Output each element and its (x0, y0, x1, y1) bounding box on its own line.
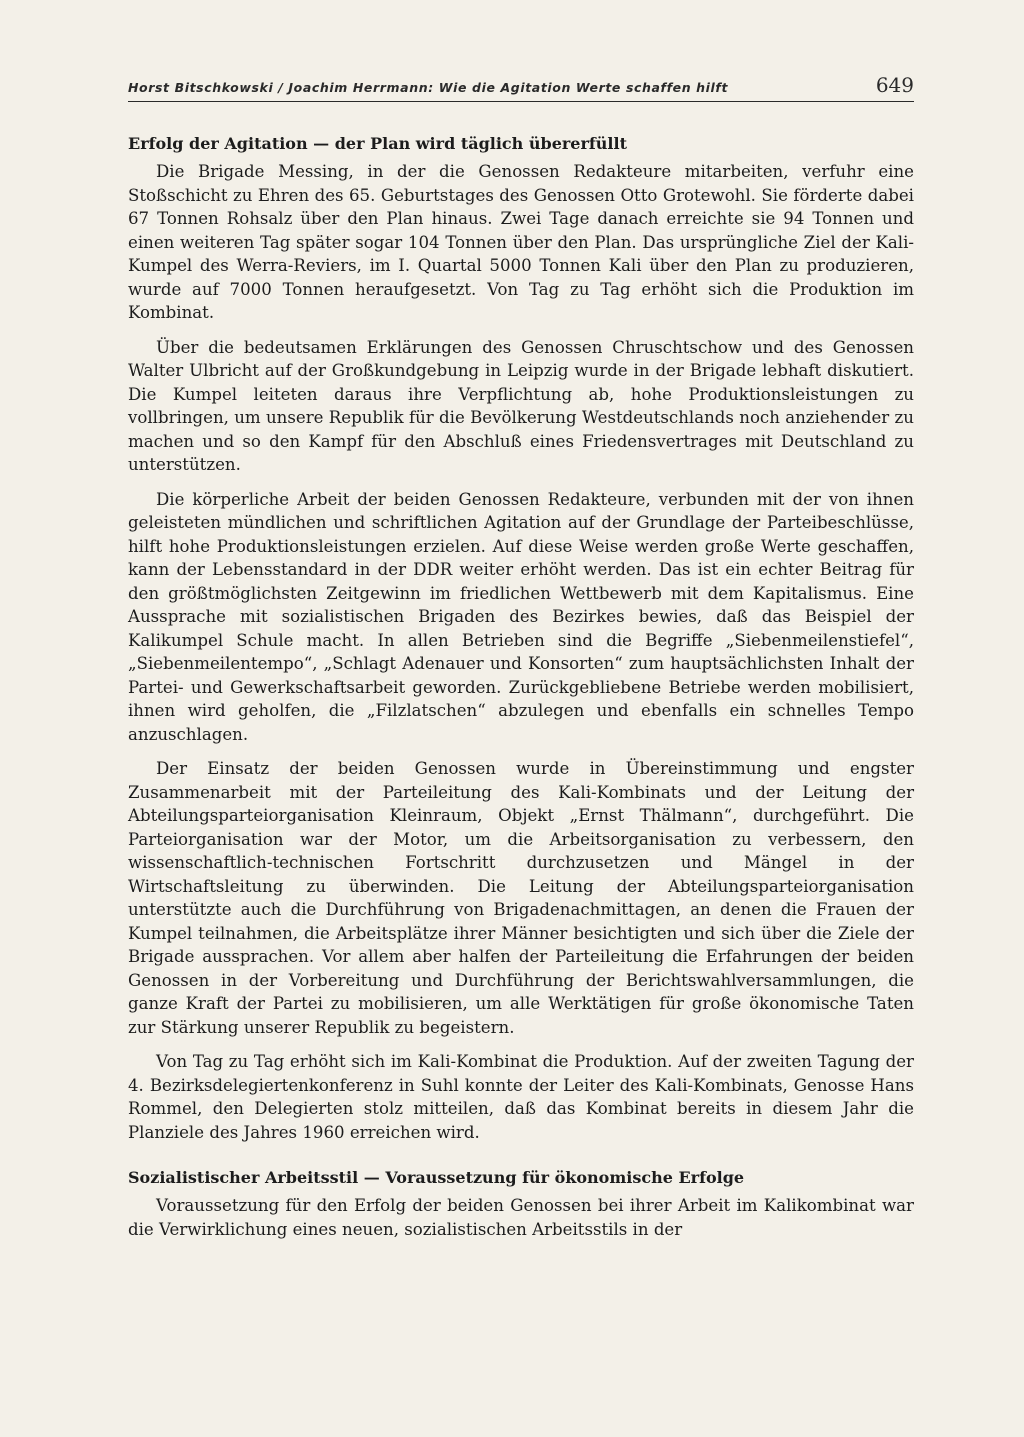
paragraph: Von Tag zu Tag erhöht sich im Kali-Kombinat die Produktion. Auf der zweiten Tagung der 4. Bezirksdelegiertenkonferenz in Suhl konnte der Leiter des Kali-Kombinats, Genosse Hans Rommel, den Delegierten stolz mitteilen, daß das Kombinat bereits in diesem Jahr die Planziele des Jahres 1960 erreichen wird. (128, 1052, 914, 1142)
paragraph: Die körperliche Arbeit der beiden Genossen Redakteure, verbunden mit der von ihnen geleisteten mündlichen und schriftlichen Agitation auf der Grundlage der Parteibeschlüsse, hilft hohe Produktionsleistungen erzielen. Auf diese Weise werden große Werte geschaffen, kann der Lebensstandard in der DDR weiter erhöht werden. Das ist ein echter Beitrag für den größtmöglichsten Zeitgewinn im friedlichen Wettbewerb mit dem Kapitalismus. Eine Aussprache mit sozialistischen Brigaden des Bezirkes bewies, daß das Beispiel der Kalikumpel Schule macht. In allen Betrieben sind die Begriffe „Siebenmeilenstiefel“, „Siebenmeilentempo“, „Schlagt Adenauer und Konsorten“ zum hauptsächlichsten Inhalt der Partei- und Gewerkschaftsarbeit geworden. Zurückgebliebene Betriebe werden mobilisiert, ihnen wird geholfen, die „Filzlatschen“ abzulegen und ebenfalls ein schnelles Tempo anzuschlagen. (128, 489, 914, 744)
paragraph: Über die bedeutsamen Erklärungen des Genossen Chruschtschow und des Genossen Walter Ulbricht auf der Großkundgebung in Leipzig wurde in der Brigade lebhaft diskutiert. Die Kumpel leiteten daraus ihre Verpflichtung ab, hohe Produktionsleistungen zu vollbringen, um unsere Republik für die Bevölkerung Westdeutschlands noch anziehender zu machen und so den Kampf für den Abschluß eines Friedensvertrages mit Deutschland zu unterstützen. (128, 337, 914, 474)
paragraph: Voraussetzung für den Erfolg der beiden Genossen bei ihrer Arbeit im Kalikombinat war die Verwirklichung eines neuen, sozialistischen Arbeitsstils in der (128, 1196, 914, 1239)
section-heading-arbeitsstil: Sozialistischer Arbeitsstil — Voraussetzung für ökonomische Erfolge (128, 1168, 745, 1187)
section-heading-agitation: Erfolg der Agitation — der Plan wird täglich übererfüllt (128, 134, 627, 153)
running-header (128, 70, 914, 102)
page-number: 649 (875, 73, 914, 97)
paragraph: Der Einsatz der beiden Genossen wurde in Übereinstimmung und engster Zusammenarbeit mit der Parteileitung des Kali-Kombinats und der Leitung der Abteilungsparteiorganisation Kleinraum, Objekt „Ernst Thälmann“, durchgeführt. Die Parteiorganisation war der Motor, um die Arbeitsorganisation zu verbessern, den wissenschaftlich-technischen Fortschritt durchzusetzen und Mängel in der Wirtschaftsleitung zu überwinden. Die Leitung der Abteilungsparteiorganisation unterstützte auch die Durchführung von Brigadenachmittagen, an denen die Frauen der Kumpel teilnahmen, die Arbeitsplätze ihrer Männer besichtigten und sich über die Ziele der Brigade aussprachen. Vor allem aber halfen der Parteileitung die Erfahrungen der beiden Genossen in der Vorbereitung und Durchführung der Berichtswahlversammlungen, die ganze Kraft der Partei zu mobilisieren, um alle Werktätigen für große ökonomische Taten zur Stärkung unserer Republik zu begeistern. (128, 759, 914, 1037)
paragraph: Die Brigade Messing, in der die Genossen Redakteure mitarbeiten, verfuhr eine Stoßschicht zu Ehren des 65. Geburtstages des Genossen Otto Grotewohl. Sie förderte dabei 67 Tonnen Rohsalz über den Plan hinaus. Zwei Tage danach erreichte sie 94 Tonnen und einen weiteren Tag später sogar 104 Tonnen über den Plan. Das ursprüngliche Ziel der Kali-Kumpel des Werra-Reviers, im I. Quartal 5000 Tonnen Kali über den Plan zu produzieren, wurde auf 7000 Tonnen heraufgesetzt. Von Tag zu Tag erhöht sich die Produktion im Kombinat. (128, 162, 914, 322)
running-title: Horst Bitschkowski / Joachim Herrmann: Wie die Agitation Werte schaffen hilft (128, 80, 729, 95)
document-page (128, 70, 914, 1241)
